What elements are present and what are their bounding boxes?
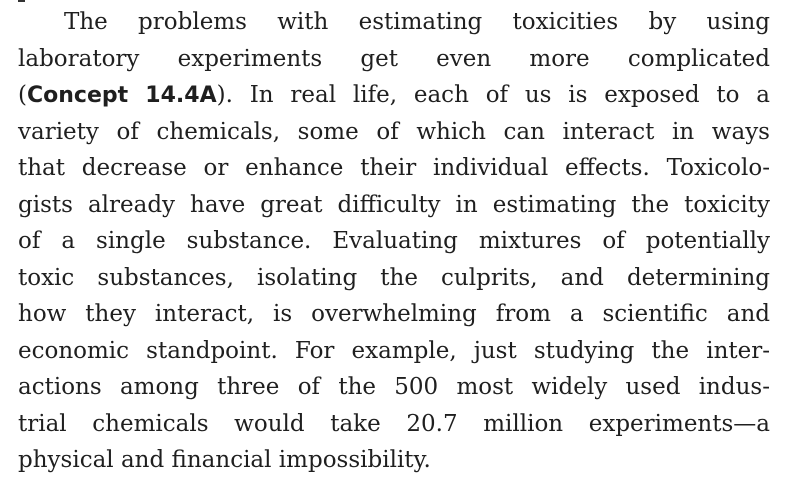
text-line: physical and financial impossibility. — [18, 447, 431, 473]
text-line: variety of chemicals, some of which can interact in ways — [18, 118, 770, 145]
text-line: laboratory experiments get even more complicated — [18, 45, 770, 72]
concept-reference: Concept 14.4A — [26, 83, 217, 108]
text-line: of a single substance. Evaluating mixtures of potentially — [18, 228, 770, 254]
text-line: The problems with estimating toxicities by using — [64, 9, 770, 35]
text-fragment: ). In real life, each of us is exposed to a — [216, 82, 770, 108]
text-line: trial chemicals would take 20.7 million experiments—a — [18, 410, 770, 437]
text-line — [18, 77, 770, 114]
text-line: gists already have great difficulty in estimating the toxicity — [18, 191, 770, 218]
text-line: toxic substances, isolating the culprits, and determining — [18, 264, 770, 291]
cropped-mark — [18, 0, 25, 2]
open-paren: ( — [18, 82, 27, 108]
text-line: that decrease or enhance their individual effects. Toxicolo- — [18, 155, 770, 181]
text-line: economic standpoint. For example, just studying the inter- — [18, 337, 770, 364]
body-paragraph — [18, 4, 770, 479]
text-line: how they interact, is overwhelming from a scientific and — [18, 301, 770, 327]
text-line: actions among three of the 500 most widely used indus- — [18, 374, 770, 400]
